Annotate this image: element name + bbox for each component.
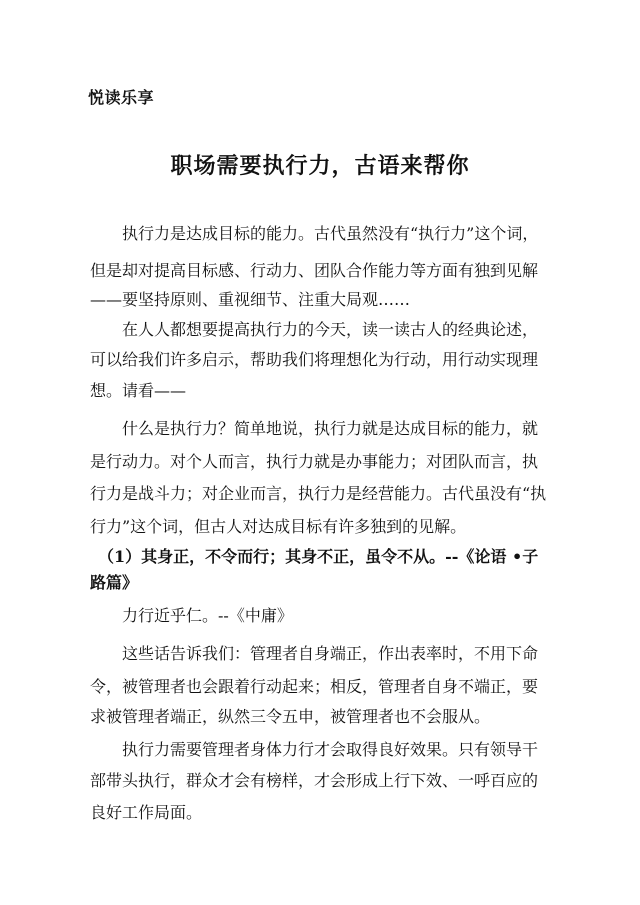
paragraph-line: 什么是执行力？简单地说，执行力就是达成目标的能力，就 [90, 419, 539, 438]
paragraph-line: 这些话告诉我们：管理者自身端正，作出表率时，不用下命 [90, 644, 539, 663]
paragraph-line: 执行力需要管理者身体力行才会取得良好效果。只有领导干 [90, 740, 539, 759]
paragraph-line: 令，被管理者也会跟着行动起来；相反，管理者自身不端正，要 [90, 677, 539, 696]
paragraph-line: 是行动力。对个人而言，执行力就是办事能力；对团队而言，执 [90, 452, 539, 471]
paragraph-line: ——要坚持原则、重视细节、注重大局观…… [90, 290, 411, 309]
quote-line: 路篇》 [90, 573, 139, 592]
section-label: 悦读乐享 [88, 88, 155, 107]
paragraph-line: 行力是战斗力；对企业而言，执行力是经营能力。古代虽没有“执 [90, 484, 547, 503]
paragraph-line: 行力”这个词，但古人对达成目标有许多独到的见解。 [90, 517, 467, 536]
paragraph-line: 在人人都想要提高执行力的今天，读一读古人的经典论述， [90, 320, 539, 339]
paragraph-line: 但是却对提高目标感、行动力、团队合作能力等方面有独到见解 [90, 261, 539, 280]
paragraph-line: 良好工作局面。 [90, 803, 203, 822]
article-title: 职场需要执行力，古语来帮你 [170, 153, 470, 179]
quote-line: （1）其身正，不令而行；其身不正，虽令不从。--《论语 •子 [90, 547, 539, 566]
paragraph-line: 执行力是达成目标的能力。古代虽然没有“执行力”这个词， [90, 224, 539, 243]
paragraph-line: 想。请看—— [90, 381, 187, 400]
quote-line: 力行近乎仁。--《中庸》 [90, 606, 293, 625]
paragraph-line: 可以给我们许多启示，帮助我们将理想化为行动，用行动实现理 [90, 350, 539, 369]
paragraph-line: 求被管理者端正，纵然三令五申，被管理者也不会服从。 [90, 707, 491, 726]
paragraph-line: 部带头执行，群众才会有榜样，才会形成上行下效、一呼百应的 [90, 771, 539, 790]
